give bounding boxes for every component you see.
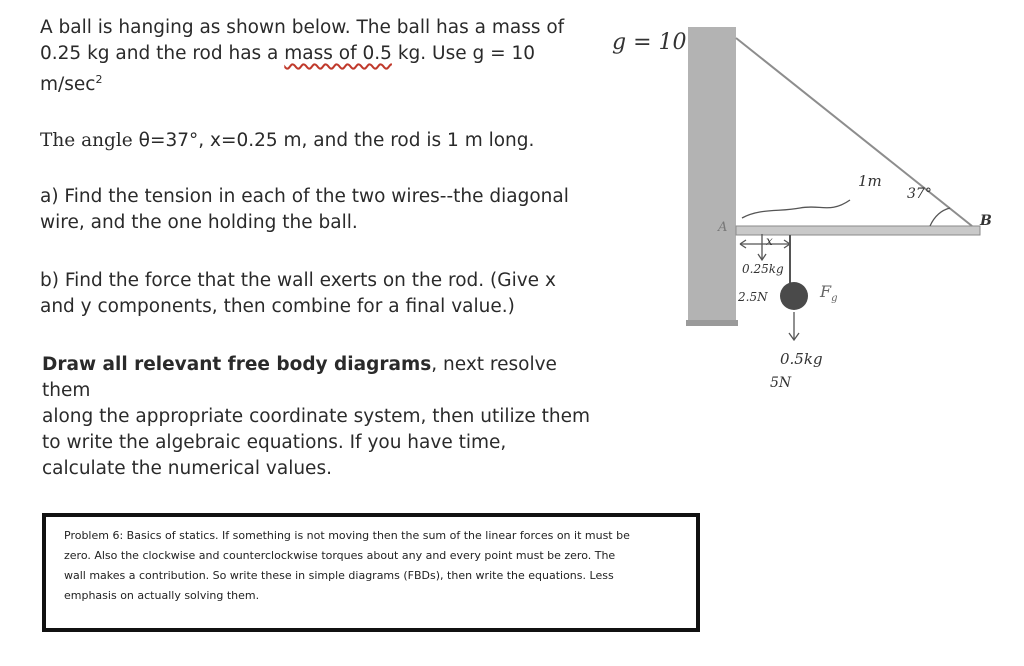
force-label: [820, 282, 838, 304]
units-exponent: 2: [95, 73, 103, 86]
note-line-4: emphasis on actually solving them.: [64, 589, 260, 602]
instructions-line-4: calculate the numerical values.: [42, 458, 332, 479]
force-label-letter: F: [820, 282, 832, 301]
handwritten-angle: 37°: [907, 186, 932, 202]
point-b-label: B: [980, 213, 992, 229]
handwritten-ball-weight: 2.5N: [738, 290, 768, 304]
handwritten-ball-mass: 0.25kg: [742, 262, 784, 276]
handwritten-down-arrow: [789, 312, 799, 340]
given-rest: x=0.25 m, and the rod is 1 m long.: [204, 130, 535, 151]
question-b-line-1: b) Find the force that the wall exerts on the rod. (Give x: [40, 270, 556, 291]
handwritten-rod-mark: [742, 200, 850, 218]
question-a-line-2: wire, and the one holding the ball.: [40, 212, 358, 233]
given-theta: θ=37°,: [138, 130, 205, 151]
problem-line-1: A ball is hanging as shown below. The ball has a mass of: [40, 17, 565, 38]
wall-base: [686, 320, 738, 326]
handwritten-rod-weight: 5N: [770, 375, 792, 391]
ball: [780, 282, 808, 310]
instructions-line-3: to write the algebraic equations. If you have time,: [42, 432, 507, 453]
wall: [688, 27, 736, 323]
instructions-line-2: along the appropriate coordinate system, then utilize them: [42, 406, 590, 427]
instructions-line-1-rest: , next resolve them: [42, 354, 557, 401]
rod-mass-underlined: mass of 0.5: [284, 43, 392, 64]
question-a-line-1: a) Find the tension in each of the two wires--the diagonal: [40, 186, 569, 207]
handwritten-rod-mass: 0.5kg: [780, 350, 823, 368]
handwritten-down-arrow-small: [758, 234, 766, 260]
handwritten-g-note: g = 10: [612, 30, 687, 55]
diagonal-wire: [736, 38, 972, 226]
given-prefix: The angle: [40, 130, 139, 151]
units: m/sec: [40, 74, 96, 96]
note-line-3: wall makes a contribution. So write these in simple diagrams (FBDs), then write the equations. Less: [64, 569, 614, 582]
force-label-sub: g: [831, 293, 838, 305]
note-line-1: Problem 6: Basics of statics. If something is not moving then the sum of the linear forces on it must be: [64, 529, 630, 542]
handwritten-length: 1m: [858, 172, 882, 190]
question-b-line-2: and y components, then combine for a final value.): [40, 296, 515, 317]
instructions-bold: Draw all relevant free body diagrams: [42, 354, 432, 375]
handwritten-x: x: [766, 234, 773, 248]
point-a-label: A: [718, 220, 728, 235]
problem-line-2-end: kg. Use g = 10: [391, 43, 536, 64]
problem-line-2-start: 0.25 kg and the rod has a: [40, 43, 285, 64]
note-line-2: zero. Also the clockwise and counterclockwise torques about any and every point must be zero. The: [64, 549, 616, 562]
angle-arc: [930, 208, 950, 226]
